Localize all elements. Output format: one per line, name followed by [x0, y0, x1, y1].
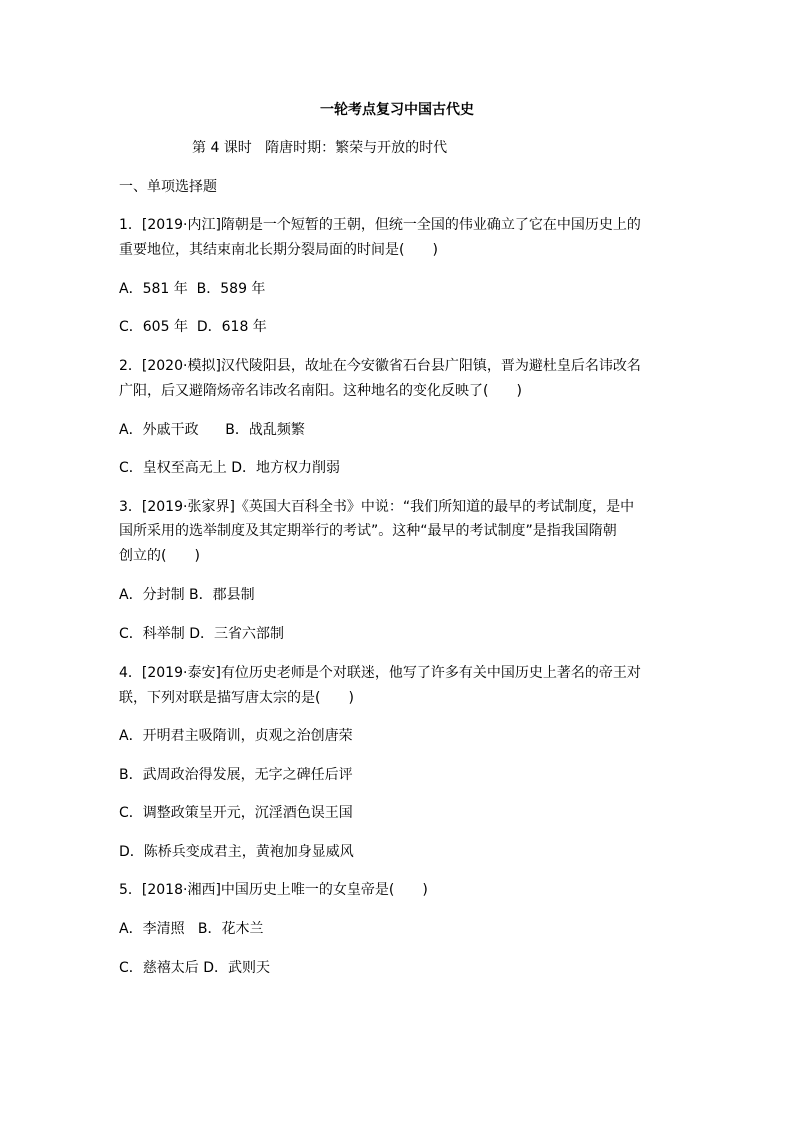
question-4-option-c: C．调整政策呈开元，沉淫酒色误王国	[119, 805, 353, 821]
lesson-subtitle: 第 4 课时 隋唐时期：繁荣与开放的时代	[192, 140, 448, 156]
question-3-options-ab: A．分封制 B．郡县制	[119, 587, 255, 603]
question-5-options-ab: A．李清照 B．花木兰	[119, 921, 264, 937]
question-4-stem-line-2: 联，下列对联是描写唐太宗的是( )	[119, 690, 354, 706]
question-5-options-cd: C．慈禧太后 D．武则天	[119, 960, 271, 976]
question-4-stem-line-1: 4．[2019·泰安]有位历史老师是个对联迷，他写了许多有关中国历史上著名的帝王对	[119, 665, 641, 681]
question-1-stem-line-1: 1．[2019·内江]隋朝是一个短暂的王朝，但统一全国的伟业确立了它在中国历史上的	[119, 217, 641, 233]
question-5-stem: 5．[2018·湘西]中国历史上唯一的女皇帝是( )	[119, 882, 428, 898]
question-3-options-cd: C．科举制 D．三省六部制	[119, 626, 285, 642]
question-1-options-ab: A．581 年 B．589 年	[119, 281, 266, 297]
question-1-stem-line-2: 重要地位，其结束南北长期分裂局面的时间是( )	[119, 242, 438, 258]
document-title: 一轮考点复习中国古代史	[320, 102, 474, 118]
question-4-option-a: A．开明君主吸隋训，贞观之治创唐荣	[119, 728, 353, 744]
question-2-stem-line-2: 广阳，后又避隋炀帝名讳改名南阳。这种地名的变化反映了( )	[119, 383, 522, 399]
section-heading: 一、单项选择题	[119, 179, 217, 195]
question-3-stem-line-2: 国所采用的选举制度及其定期举行的考试”。这种“最早的考试制度”是指我国隋朝	[119, 523, 617, 539]
question-2-stem-line-1: 2．[2020·模拟]汉代陵阳县，故址在今安徽省石台县广阳镇，晋为避杜皇后名讳改名	[119, 358, 641, 374]
question-3-stem-line-1: 3．[2019·张家界]《英国大百科全书》中说：“我们所知道的最早的考试制度，是中	[119, 499, 635, 515]
question-3-stem-line-3: 创立的( )	[119, 548, 200, 564]
question-4-option-d: D．陈桥兵变成君主，黄袍加身显威风	[119, 844, 354, 860]
question-2-options-cd: C．皇权至高无上 D．地方权力削弱	[119, 460, 341, 476]
question-1-options-cd: C．605 年 D．618 年	[119, 319, 267, 335]
question-2-options-ab: A．外戚干政 B．战乱频繁	[119, 422, 305, 438]
question-4-option-b: B．武周政治得发展，无字之碑任后评	[119, 767, 353, 783]
